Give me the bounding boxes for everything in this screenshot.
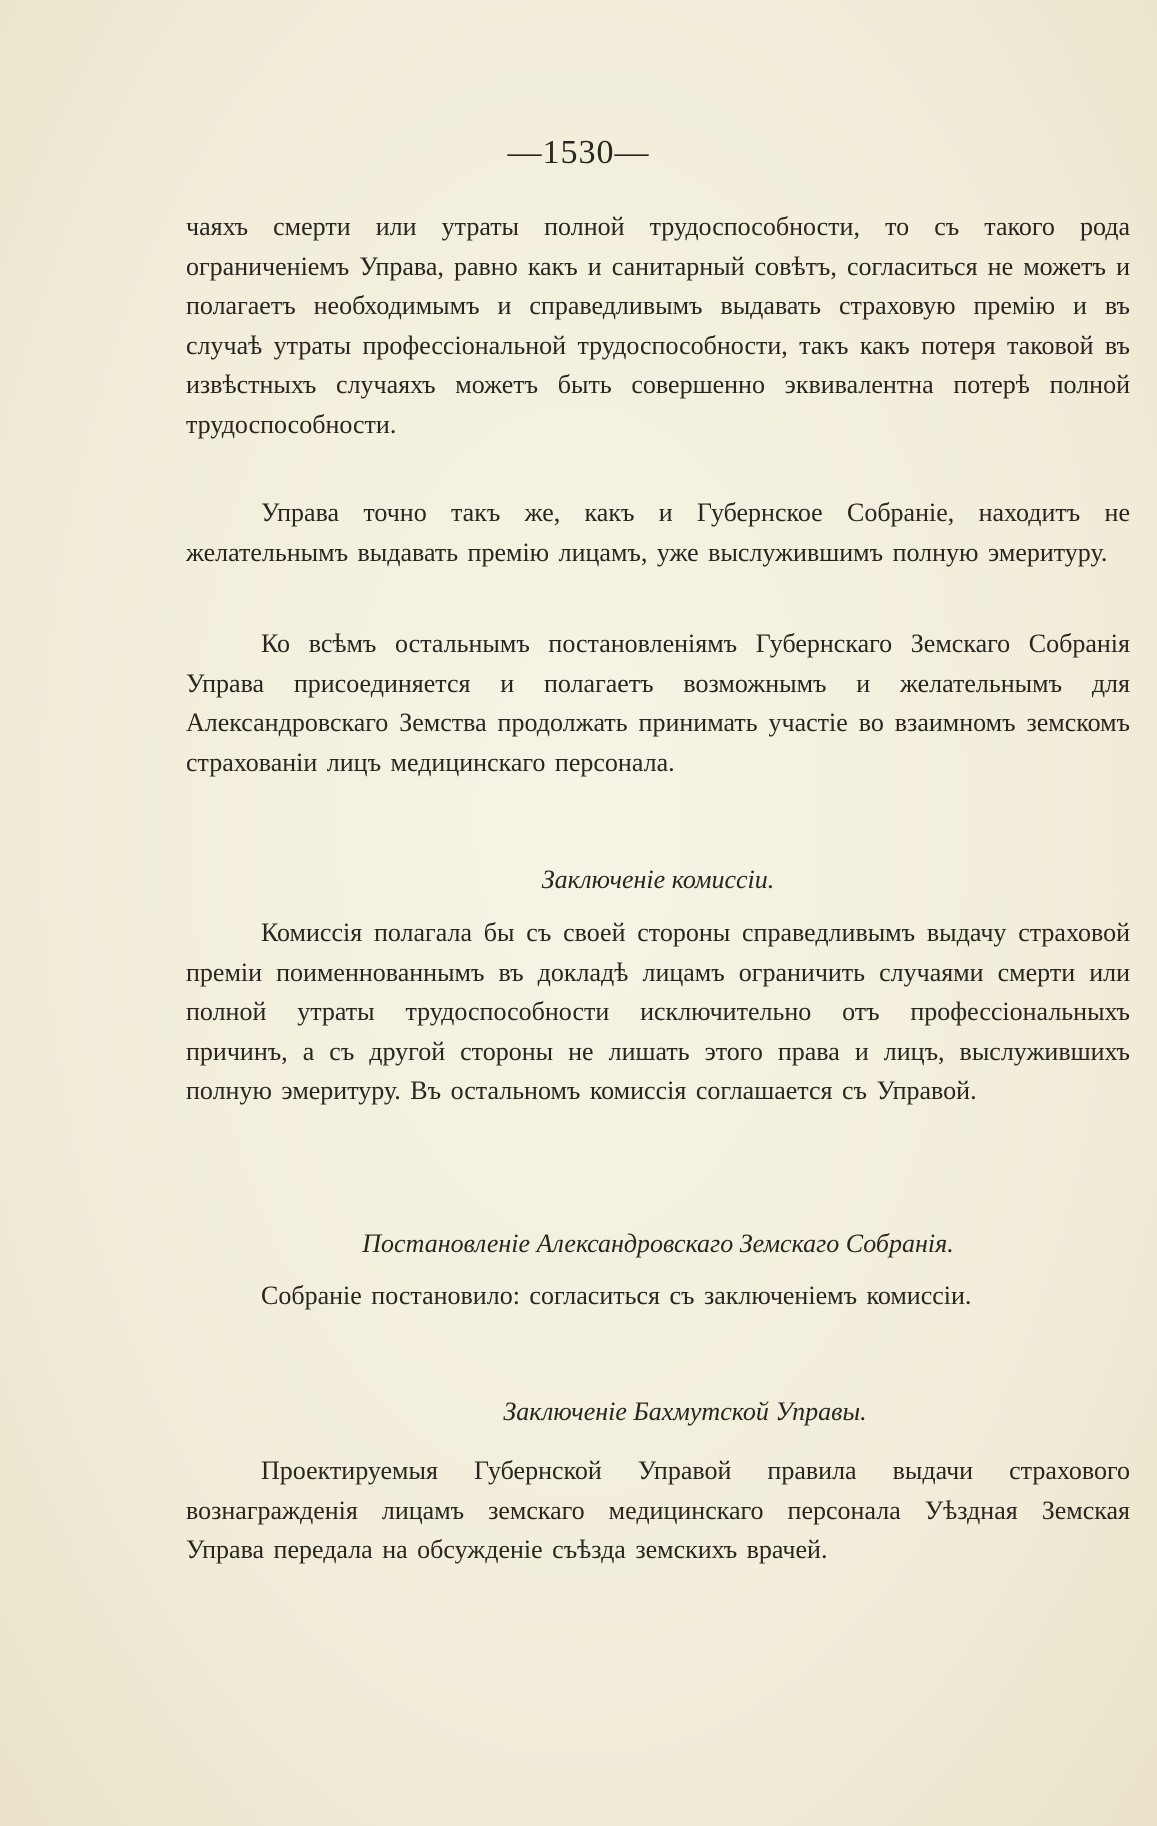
heading-bakhmut-conclusion: Заключеніе Бахмутской Управы. xyxy=(503,1397,867,1426)
paragraph-uprava-other-resolutions: Ко всѣмъ остальнымъ постановленіямъ Губернскаго Земскаго Собранія Управа присоединяется и полагаетъ возможнымъ и желательнымъ для Александровскаго Земства продолжать принимать участіе во взаимномъ земскомъ страхованіи лицъ медицинскаго персонала. xyxy=(186,629,1130,777)
paragraph-commission-conclusion: Комиссія полагала бы съ своей стороны справедливымъ выдачу страховой преміи поименнованнымъ въ докладѣ лицамъ ограничить случаями смерти или полной утраты трудоспособности исключительно отъ профессіональныхъ причинъ, а съ другой стороны не лишать этого права и лицъ, выслужившихъ полную эмеритуру. Въ остальномъ комиссія соглашается съ Управой. xyxy=(186,918,1130,1105)
paragraph-continuation: чаяхъ смерти или утраты полной трудоспособности, то съ такого рода ограниченіемъ Управа, равно какъ и санитарный совѣтъ, согласиться не можетъ и полагаетъ необходимымъ и справедливымъ выдавать страховую премію и въ случаѣ утраты профессіональной трудоспособности, такъ какъ потеря таковой въ извѣстныхъ случаяхъ можетъ быть совершенно эквивалентна потерѣ полной трудоспособности. xyxy=(186,212,1130,439)
paragraph-assembly-resolution: Собраніе постановило: согласиться съ заключеніемъ комиссіи. xyxy=(261,1281,972,1310)
heading-commission-conclusion: Заключеніе комиссіи. xyxy=(541,865,775,894)
paragraph-bakhmut-conclusion: Проектируемыя Губернской Управой правила выдачи страхового вознагражденія лицамъ земскаго медицинскаго персонала Уѣздная Земская Управа передала на обсужденіе съѣзда земскихъ врачей. xyxy=(186,1456,1130,1564)
paragraph-uprava-emeritura: Управа точно такъ же, какъ и Губернское Собраніе, находитъ не желательнымъ выдавать премію лицамъ, уже выслужившимъ полную эмеритуру. xyxy=(186,498,1130,567)
heading-assembly-resolution: Постановленіе Александровскаго Земскаго Собранія. xyxy=(362,1229,954,1258)
page-number: —1530— xyxy=(507,134,650,171)
